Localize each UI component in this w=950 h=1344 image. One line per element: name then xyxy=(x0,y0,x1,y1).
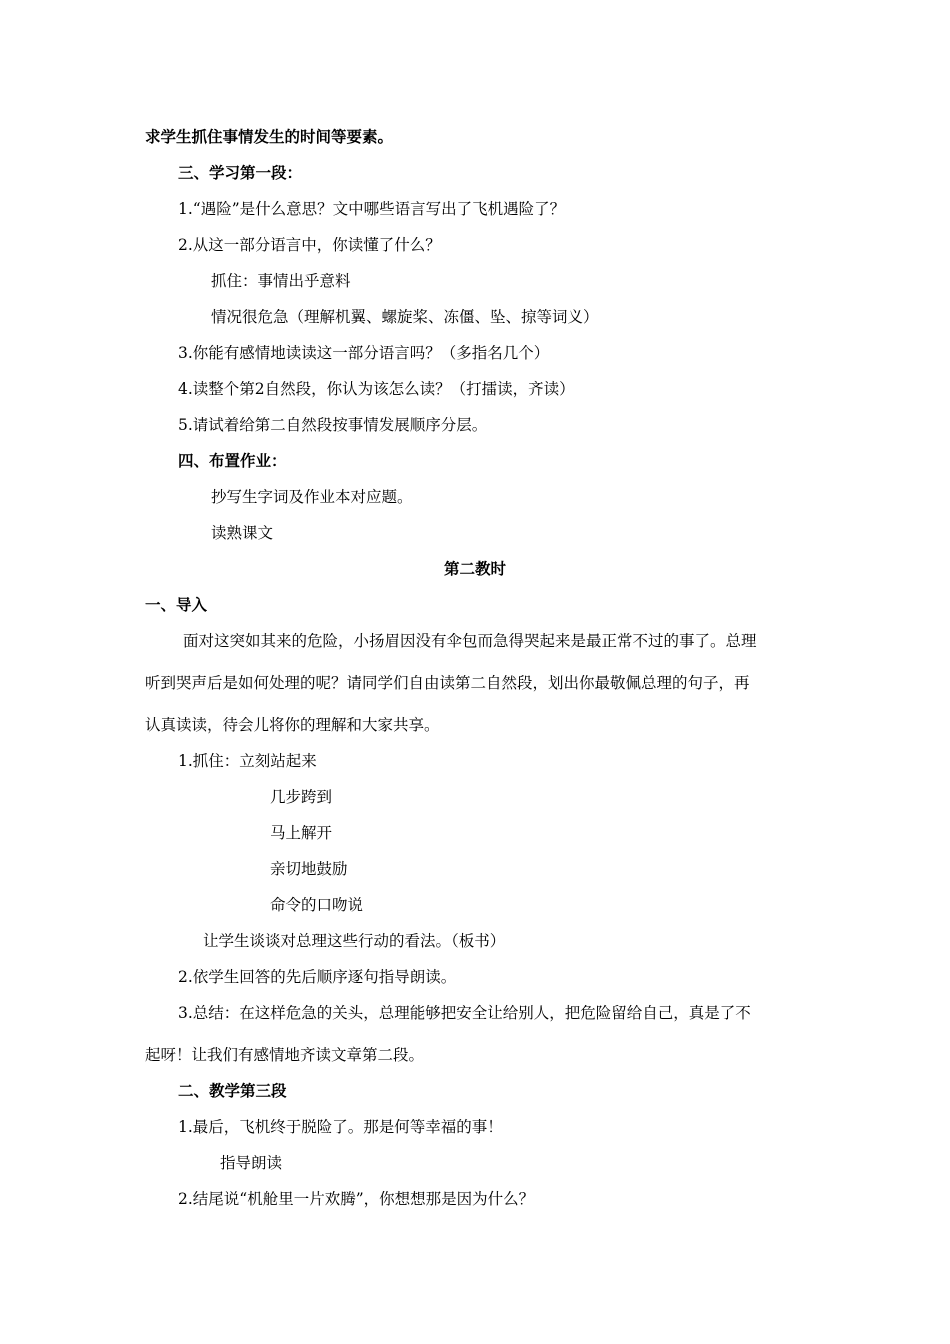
list-item: 3.总结：在这样危急的关头，总理能够把安全让给别人，把危险留给自己，真是了不 xyxy=(178,1004,751,1022)
list-item: 5.请试着给第二自然段按事情发展顺序分层。 xyxy=(178,416,488,434)
list-item: 1.最后，飞机终于脱险了。那是何等幸福的事！ xyxy=(178,1118,503,1136)
paragraph-line: 听到哭声后是如何处理的呢？请同学们自由读第二自然段，划出你最敬佩总理的句子，再 xyxy=(145,674,750,692)
section-heading-2: 二、教学第三段 xyxy=(178,1081,287,1100)
section-heading-3: 三、学习第一段： xyxy=(178,163,303,182)
lesson-title: 第二教时 xyxy=(443,559,506,578)
list-item: 1.抓住：立刻站起来 xyxy=(178,752,317,770)
phrase-item: 命令的口吻说 xyxy=(270,896,364,914)
homework-item: 读熟课文 xyxy=(211,524,274,542)
paragraph-line: 面对这突如其来的危险，小扬眉因没有伞包而急得哭起来是最正常不过的事了。总理 xyxy=(183,632,757,650)
phrase-item: 几步跨到 xyxy=(270,788,333,806)
section-heading-4: 四、布置作业： xyxy=(178,451,287,470)
list-item: 2.依学生回答的先后顺序逐句指导朗读。 xyxy=(178,968,457,986)
list-item: 2.从这一部分语言中，你读懂了什么？ xyxy=(178,236,441,254)
sub-item: 指导朗读 xyxy=(220,1154,283,1172)
paragraph-line: 认真读读，待会儿将你的理解和大家共享。 xyxy=(145,716,440,734)
list-item: 3.你能有感情地读读这一部分语言吗？（多指名几个） xyxy=(178,344,550,362)
phrase-item: 马上解开 xyxy=(270,824,333,842)
note-line: 让学生谈谈对总理这些行动的看法。（板书） xyxy=(203,932,506,950)
sub-item: 抓住：事情出乎意料 xyxy=(211,272,351,290)
paragraph-line: 起呀！让我们有感情地齐读文章第二段。 xyxy=(145,1046,425,1064)
list-item: 1.“遇险”是什么意思？文中哪些语言写出了飞机遇险了？ xyxy=(178,200,566,218)
phrase-item: 亲切地鼓励 xyxy=(270,860,348,878)
sub-item: 情况很危急（理解机翼、螺旋桨、冻僵、坠、掠等词义） xyxy=(211,308,599,326)
list-item: 4.读整个第2自然段，你认为该怎么读？（打擂读，齐读） xyxy=(178,380,575,398)
section-heading-1: 一、导入 xyxy=(145,595,208,614)
list-item: 2.结尾说“机舱里一片欢腾”，你想想那是因为什么？ xyxy=(178,1190,535,1208)
continuation-line: 求学生抓住事情发生的时间等要素。 xyxy=(145,127,394,146)
homework-item: 抄写生字词及作业本对应题。 xyxy=(211,488,413,506)
